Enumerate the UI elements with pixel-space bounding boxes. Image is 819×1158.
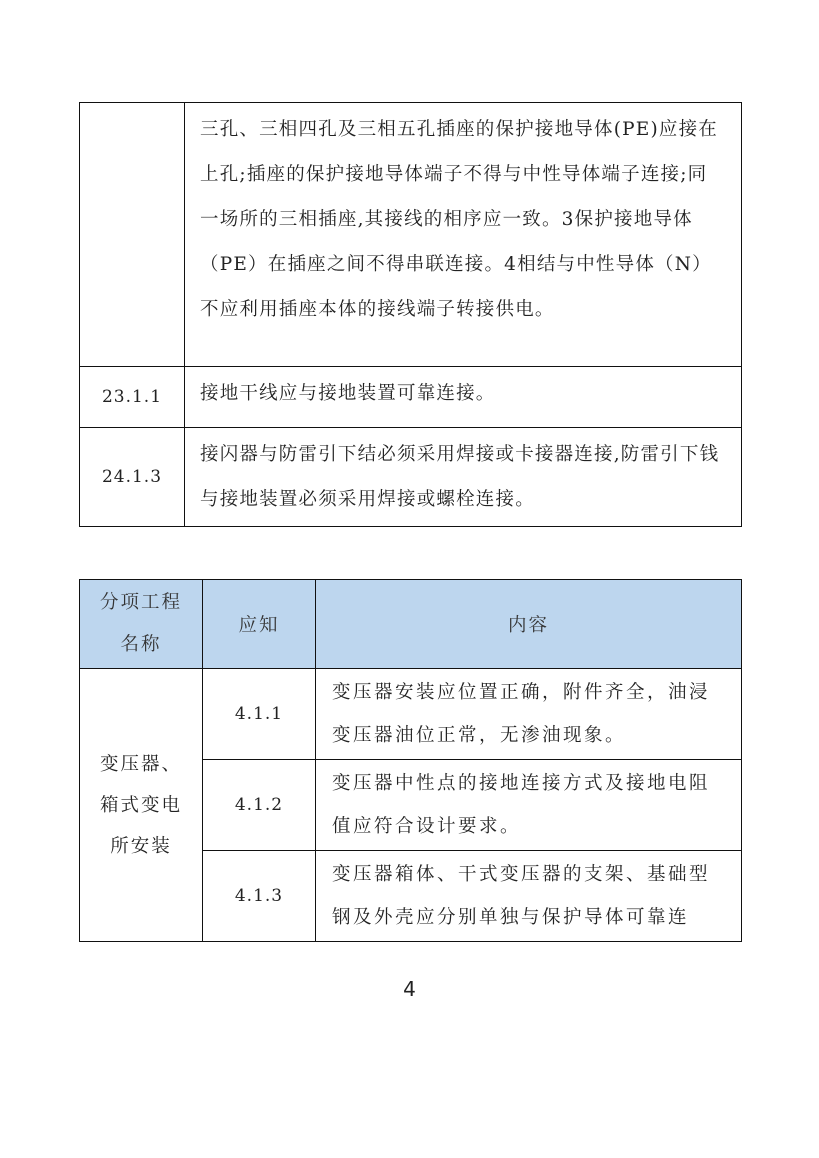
clause-text: 接地干线应与接地装置可靠连接。 — [185, 367, 742, 428]
table-row — [80, 367, 742, 428]
subproject-category: 变压器、箱式变电所安装 — [80, 669, 203, 942]
clause-text: 变压器安装应位置正确，附件齐全，油浸变压器油位正常，无渗油现象。 — [316, 669, 742, 760]
header-subproject-name: 分项工程名称 — [80, 580, 203, 669]
clause-code: 24.1.3 — [80, 428, 185, 527]
clause-code: 23.1.1 — [80, 367, 185, 428]
header-content: 内容 — [316, 580, 742, 669]
clause-text: 变压器中性点的接地连接方式及接地电阻值应符合设计要求。 — [316, 760, 742, 851]
clause-text-content: 变压器箱体、干式变压器的支架、基础型钢及外壳应分别单独与保护导体可靠连 — [332, 864, 711, 928]
clause-text: 三孔、三相四孔及三相五孔插座的保护接地导体(PE)应接在上孔;插座的保护接地导体端子不得与中性导体端子连接;同一场所的三相插座,其接线的相序应一致。3保护接地导体（PE）在插座之间不得串联连接。4相结与中性导体（N）不应利用插座本体的接线端子转接供电。 — [185, 103, 742, 367]
header-clause: 应知 — [203, 580, 316, 669]
clause-text: 接闪器与防雷引下结必须采用焊接或卡接器连接,防雷引下钱与接地装置必须采用焊接或螺栓连接。 — [185, 428, 742, 527]
standards-table-top — [79, 102, 742, 527]
clause-code — [80, 103, 185, 367]
table-row — [80, 103, 742, 367]
table-row — [80, 428, 742, 527]
clause-code: 4.1.2 — [203, 760, 316, 851]
page-number: 4 — [403, 977, 416, 1001]
clause-code: 4.1.3 — [203, 851, 316, 942]
standards-table-transformer — [79, 579, 742, 942]
clause-code: 4.1.1 — [203, 669, 316, 760]
table-header-row — [80, 580, 742, 669]
clause-text — [316, 851, 742, 942]
table-row — [80, 669, 742, 760]
